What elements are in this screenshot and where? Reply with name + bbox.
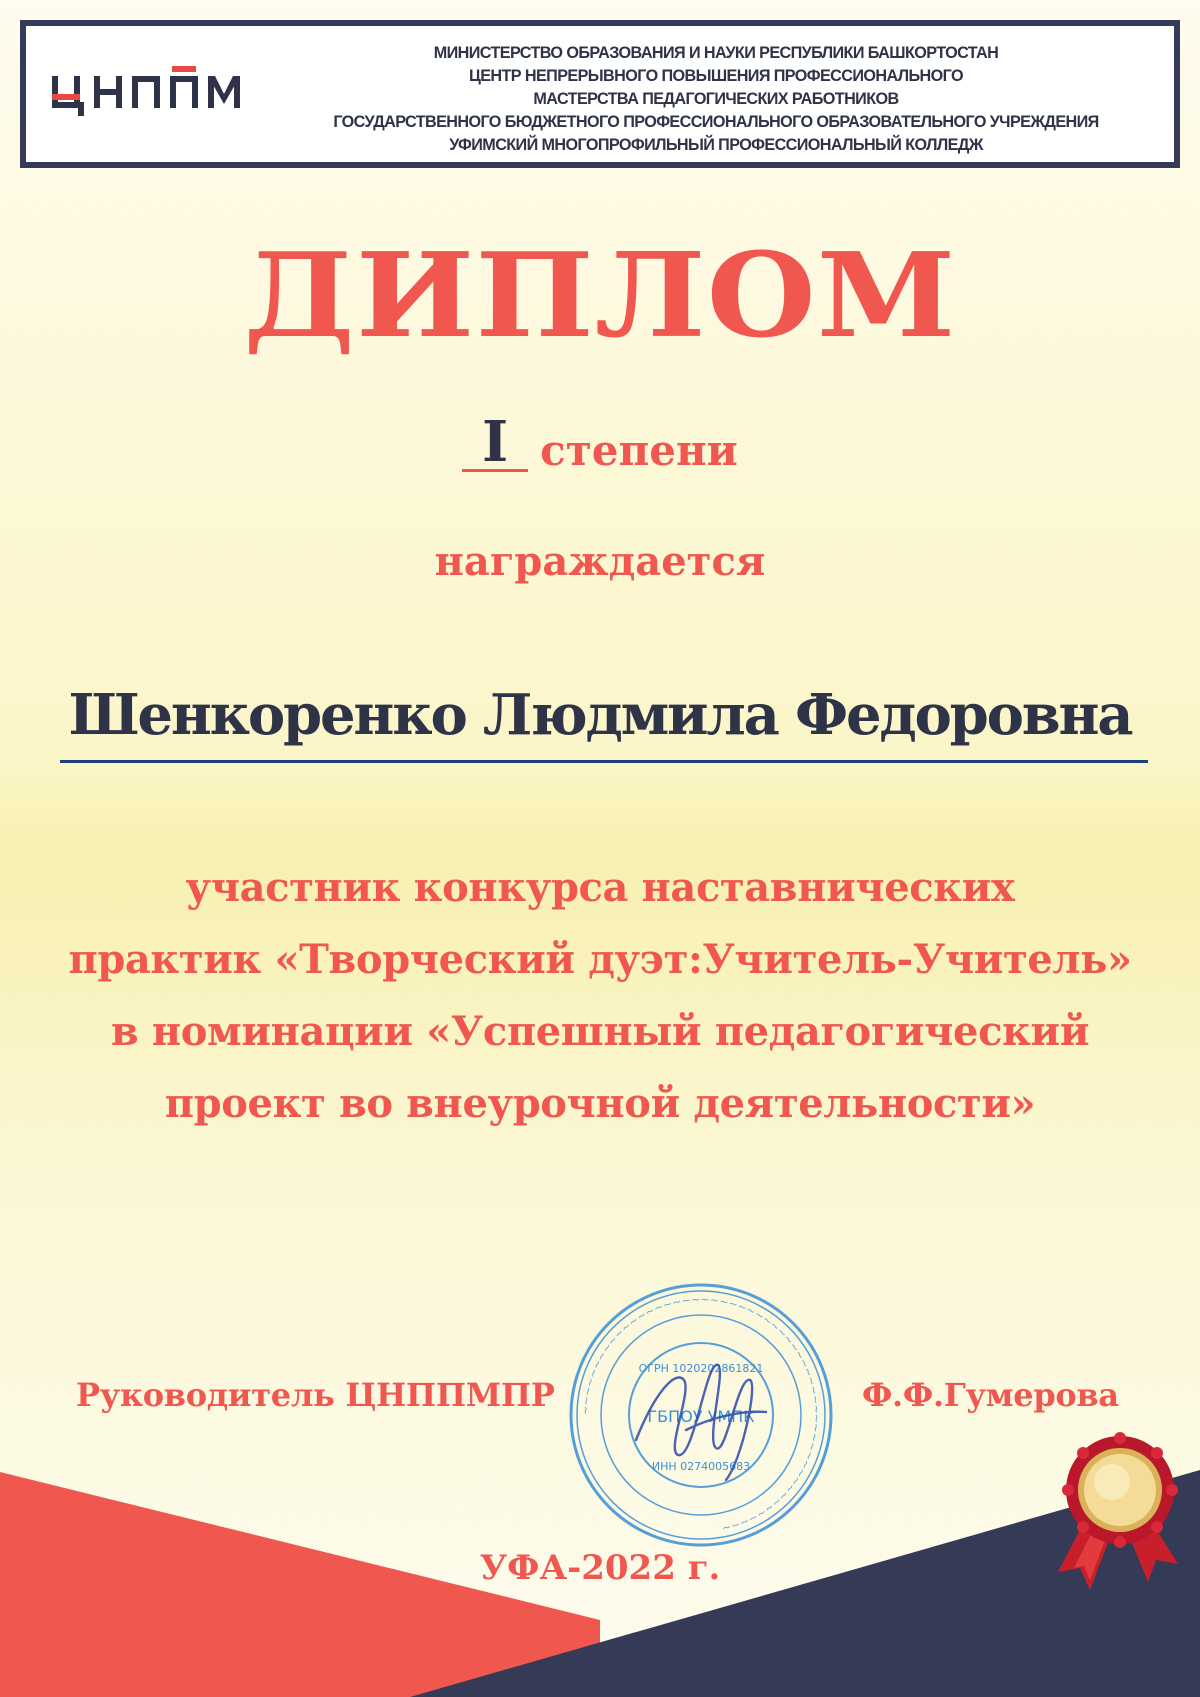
svg-text:~~~~~~~~~~~~~~~~~~~~~~~~~~~~~~: ~~~~~~~~~~~~~~~~~~~~~~~~~~~~~~~~~~~~~~~~~~~~~~~~~~~~~~~: [578, 1292, 824, 1536]
header-line: ГОСУДАРСТВЕННОГО БЮДЖЕТНОГО ПРОФЕССИОНАЛЬНОГО ОБРАЗОВАТЕЛЬНОГО УЧРЕЖДЕНИЯ: [333, 113, 1099, 131]
recipient-underline: [60, 760, 1148, 763]
header-line: УФИМСКИЙ МНОГОПРОФИЛЬНЫЙ ПРОФЕССИОНАЛЬНЫЙ КОЛЛЕДЖ: [449, 136, 983, 154]
leader-title: Руководитель ЦНППМПР: [76, 1376, 555, 1414]
header-line: МИНИСТЕРСТВО ОБРАЗОВАНИЯ И НАУКИ РЕСПУБЛИКИ БАШКОРТОСТАН: [433, 44, 999, 62]
description-line: проект во внеурочной деятельности»: [164, 1080, 1036, 1127]
description-line: в номинации «Успешный педагогический: [110, 1008, 1090, 1055]
header-organization-text: [258, 42, 1174, 157]
stamp-center-text: ГБПОУ УМПК: [647, 1407, 755, 1426]
description-line: практик «Творческий дуэт:Учитель-Учитель»: [68, 936, 1132, 983]
recipient-name: Шенкоренко Людмила Федоровна: [68, 682, 1132, 748]
city-year: УФА-2022 г.: [479, 1548, 721, 1588]
official-stamp: [566, 1280, 836, 1550]
awarded-text: награждается: [434, 538, 766, 585]
degree-number: I: [462, 415, 528, 472]
degree-label: степени: [540, 426, 738, 475]
stamp-inn: ИНН 0274005683: [651, 1460, 751, 1473]
degree-row: [0, 409, 1200, 475]
header-line: МАСТЕРСТВА ПЕДАГОГИЧЕСКИХ РАБОТНИКОВ: [533, 90, 899, 108]
header-line: ЦЕНТР НЕПРЕРЫВНОГО ПОВЫШЕНИЯ ПРОФЕССИОНАЛЬНОГО: [469, 67, 963, 85]
signatory-name: Ф.Ф.Гумерова: [862, 1376, 1119, 1414]
header-box: [20, 20, 1180, 168]
diploma-title: ДИПЛОМ: [243, 228, 957, 364]
award-description: [20, 852, 1180, 1140]
description-line: участник конкурса наставнических: [185, 864, 1015, 911]
cnppm-logo: [52, 64, 240, 120]
stamp-ogrn: ОГРН 1020202861821: [638, 1362, 764, 1375]
